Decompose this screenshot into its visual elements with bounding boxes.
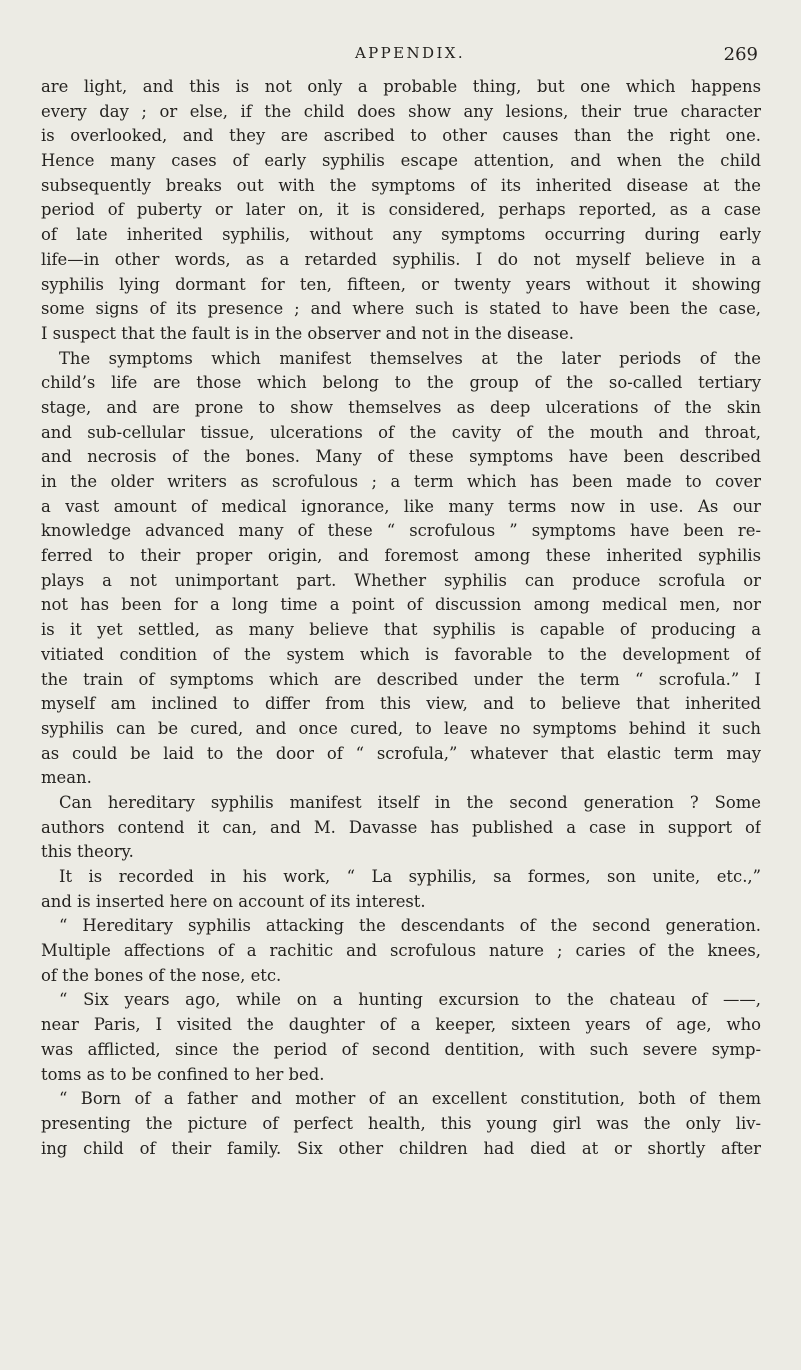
text-line: and necrosis of the bones. Many of these symptoms have been described — [41, 447, 761, 467]
text-line: presenting the picture of perfect health, this young girl was the only liv- — [41, 1113, 761, 1133]
text-line: was afflicted, since the period of second dentition, with such severe symp- — [41, 1039, 761, 1059]
text-line: “ Six years ago, while on a hunting excursion to the chateau of ——, — [59, 990, 761, 1010]
text-line: authors contend it can, and M. Davasse has published a case in support of — [41, 817, 761, 837]
text-line: life—in other words, as a retarded syphilis. I do not myself believe in a — [41, 249, 761, 269]
text-line: Multiple affections of a rachitic and scrofulous nature ; caries of the knees, — [41, 941, 761, 961]
text-line: Hence many cases of early syphilis escape attention, and when the child — [41, 151, 761, 171]
text-line: not has been for a long time a point of discussion among medical men, nor — [41, 595, 761, 615]
text-line: every day ; or else, if the child does show any lesions, their true character — [41, 101, 761, 121]
text-line: is overlooked, and they are ascribed to other causes than the right one. — [41, 126, 761, 146]
text-line: mean. — [41, 768, 92, 788]
text-line: and sub-cellular tissue, ulcerations of the cavity of the mouth and throat, — [41, 422, 761, 442]
text-line: of late inherited syphilis, without any symptoms occurring during early — [41, 225, 761, 245]
text-line: myself am inclined to differ from this view, and to believe that inherited — [41, 694, 761, 714]
text-line: as could be laid to the door of “ scrofula,” whatever that elastic term may — [41, 743, 761, 763]
text-line: syphilis can be cured, and once cured, to leave no symptoms behind it such — [41, 718, 761, 738]
text-line: subsequently breaks out with the symptoms of its inherited disease at the — [41, 175, 761, 195]
text-line: period of puberty or later on, it is considered, perhaps reported, as a case — [41, 200, 761, 220]
text-line: toms as to be confined to her bed. — [41, 1064, 325, 1084]
text-line: syphilis lying dormant for ten, fifteen, or twenty years without it showing — [41, 274, 761, 294]
text-line: vitiated condition of the system which is favorable to the development of — [41, 644, 761, 664]
text-line: stage, and are prone to show themselves as deep ulcerations of the skin — [41, 397, 761, 417]
text-line: child’s life are those which belong to the group of the so-called tertiary — [41, 373, 761, 393]
text-line: and is inserted here on account of its interest. — [41, 891, 426, 911]
text-line: plays a not unimportant part. Whether syphilis can produce scrofula or — [41, 570, 761, 590]
text-line: I suspect that the fault is in the observer and not in the disease. — [41, 323, 574, 343]
text-line: in the older writers as scrofulous ; a term which has been made to cover — [41, 472, 761, 491]
text-line: this theory. — [41, 842, 134, 862]
text-line: a vast amount of medical ignorance, like many terms now in use. As our — [41, 496, 761, 516]
text-line: “ Born of a father and mother of an excellent constitution, both of them — [59, 1089, 761, 1109]
running-title: APPENDIX. — [354, 44, 466, 62]
running-head — [0, 44, 801, 68]
text-line: of the bones of the nose, etc. — [41, 965, 282, 985]
text-line: The symptoms which manifest themselves at the later periods of the — [59, 348, 761, 368]
text-line: is it yet settled, as many believe that syphilis is capable of producing a — [41, 620, 761, 640]
body-text — [41, 75, 761, 1161]
text-line: the train of symptoms which are described under the term “ scrofula.” I — [41, 669, 761, 689]
text-line: ferred to their proper origin, and foremost among these inherited syphilis — [41, 546, 761, 566]
text-line: It is recorded in his work, “ La syphilis, sa formes, son unite, etc.,” — [59, 867, 761, 886]
text-line: ing child of their family. Six other children had died at or shortly after — [41, 1138, 761, 1158]
page-number: 269 — [723, 44, 758, 65]
text-line: knowledge advanced many of these “ scrofulous ” symptoms have been re- — [41, 521, 761, 541]
text-line: “ Hereditary syphilis attacking the descendants of the second generation. — [59, 916, 761, 936]
text-line: some signs of its presence ; and where such is stated to have been the case, — [41, 299, 761, 319]
text-line: are light, and this is not only a probable thing, but one which happens — [41, 77, 761, 96]
text-line: near Paris, I visited the daughter of a keeper, sixteen years of age, who — [41, 1015, 761, 1035]
text-line: Can hereditary syphilis manifest itself in the second generation ? Some — [59, 792, 761, 812]
